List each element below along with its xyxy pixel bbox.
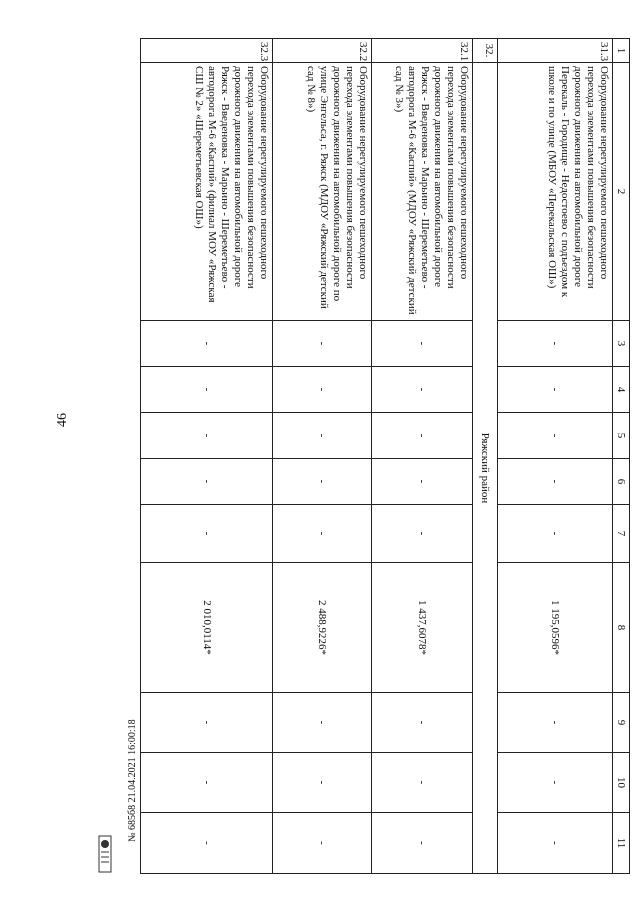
cell-amount: 2 488,9226*: [273, 563, 372, 693]
cell-col4: -: [273, 367, 372, 413]
row-number: 32.2: [273, 39, 372, 63]
document-reference: № 685б8 21.04.2021 16:00:18: [127, 719, 138, 842]
cell-col4: -: [372, 367, 473, 413]
row-description: Оборудование нерегулируемого пешеходного перехода элементами повышения безопасности дорожного движения на автомобильной дороге Ряжск - Введеновка - Марьино - Шереметьево - автодорога М-6 «Каспий» (филиал МОУ «Ряжская СШ № 2» «Шереметьевская ОШ»): [141, 63, 273, 321]
region-title: Ряжский район: [473, 63, 498, 874]
header-cell: 9: [613, 693, 630, 753]
row-description: Оборудование нерегулируемого пешеходного перехода элементами повышения безопасности дорожного движения на автомобильной дороге Перекаль - Городище - Недостоево с подъездом к школе и по улице (МБОУ «Перекальская ОШ»): [498, 63, 613, 321]
rotated-table-area: [66, 38, 630, 873]
cell-col11: -: [273, 813, 372, 874]
footer: [95, 830, 255, 890]
table-row: [498, 39, 613, 874]
cell-col7: -: [141, 505, 273, 563]
cell-col6: -: [498, 459, 613, 505]
cell-col9: -: [498, 693, 613, 753]
cell-col4: -: [141, 367, 273, 413]
header-cell: 5: [613, 413, 630, 459]
cell-col7: -: [498, 505, 613, 563]
header-cell: 4: [613, 367, 630, 413]
cell-col7: -: [372, 505, 473, 563]
cell-amount: 2 010,0114*: [141, 563, 273, 693]
cell-col9: -: [372, 693, 473, 753]
cell-col3: -: [273, 321, 372, 367]
data-table: [140, 38, 630, 874]
cell-col9: -: [141, 693, 273, 753]
header-cell: 10: [613, 753, 630, 813]
page-number: 46: [55, 413, 70, 427]
row-number: 32.3: [141, 39, 273, 63]
row-number: 32.1: [372, 39, 473, 63]
cell-col11: -: [141, 813, 273, 874]
row-description: Оборудование нерегулируемого пешеходного перехода элементами повышения безопасности дорожного движения на автомобильной дороге Ряжск - Введеновка - Марьино - Шереметьево - автодорога М-6 «Каспий» (МДОУ «Ряжский детский сад № 3»): [372, 63, 473, 321]
row-description: Оборудование нерегулируемого пешеходного перехода элементами повышения безопасности дорожного движения на автомобильной дороге по улице Энгельса, г. Ряжск (МДОУ «Ряжский детский сад № 8»): [273, 63, 372, 321]
cell-col3: -: [372, 321, 473, 367]
cell-col10: -: [498, 753, 613, 813]
row-number: 31.3: [498, 39, 613, 63]
cell-col5: -: [372, 413, 473, 459]
cell-amount: 1 437,6078*: [372, 563, 473, 693]
header-cell: 1: [613, 39, 630, 63]
header-cell: 3: [613, 321, 630, 367]
header-cell: 2: [613, 63, 630, 321]
cell-col9: -: [273, 693, 372, 753]
cell-col3: -: [141, 321, 273, 367]
cell-col7: -: [273, 505, 372, 563]
cell-col11: -: [498, 813, 613, 874]
table-row: [141, 39, 273, 874]
table-row: [273, 39, 372, 874]
registry-stamp-icon: [95, 830, 117, 880]
cell-col10: -: [372, 753, 473, 813]
header-cell: 7: [613, 505, 630, 563]
header-row: [613, 39, 630, 874]
header-cell: 11: [613, 813, 630, 874]
region-row: [473, 39, 498, 874]
cell-col10: -: [273, 753, 372, 813]
cell-col4: -: [498, 367, 613, 413]
cell-col3: -: [498, 321, 613, 367]
cell-col11: -: [372, 813, 473, 874]
cell-col5: -: [141, 413, 273, 459]
row-number: 32.: [473, 39, 498, 63]
cell-col6: -: [372, 459, 473, 505]
cell-col6: -: [141, 459, 273, 505]
cell-col10: -: [141, 753, 273, 813]
cell-col5: -: [498, 413, 613, 459]
header-cell: 8: [613, 563, 630, 693]
cell-amount: 1 195,0596*: [498, 563, 613, 693]
cell-col5: -: [273, 413, 372, 459]
cell-col6: -: [273, 459, 372, 505]
table-row: [372, 39, 473, 874]
header-cell: 6: [613, 459, 630, 505]
